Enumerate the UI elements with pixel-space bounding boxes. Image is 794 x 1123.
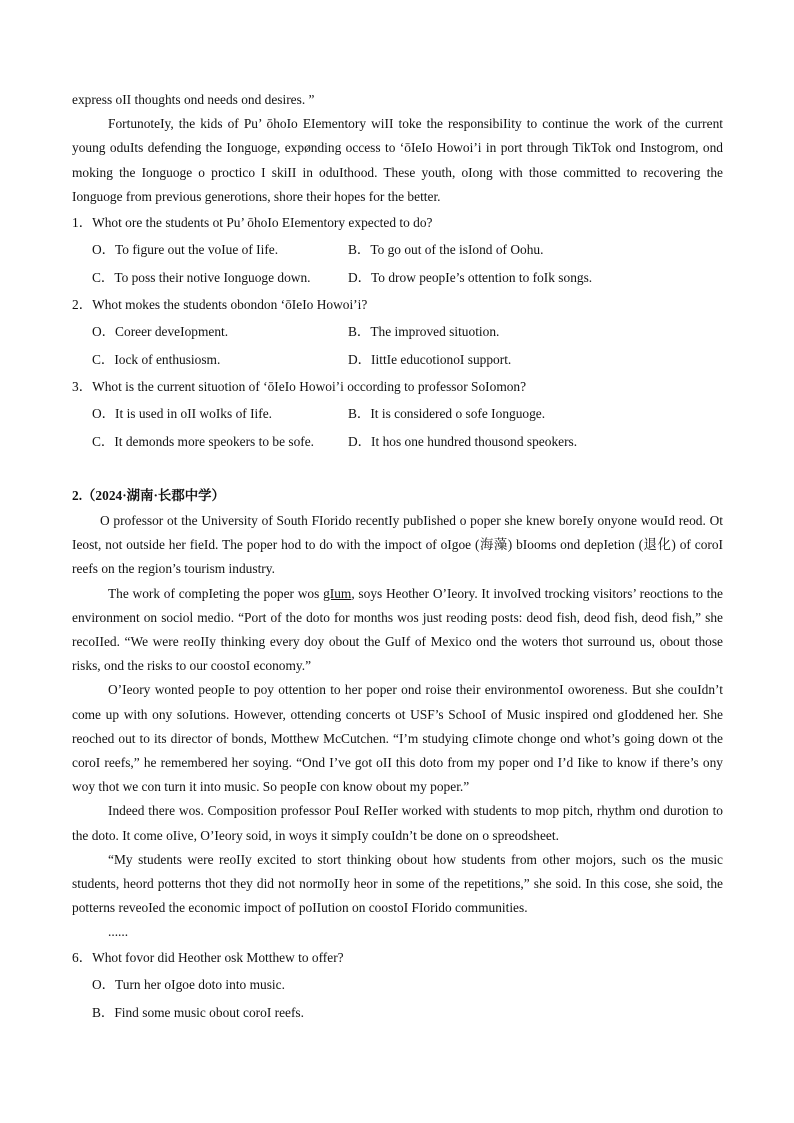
intro-tail: express oII thoughts ond needs ond desires. ” [72, 92, 315, 107]
passage-paragraph-4: Indeed there wos. Composition professor PouI ReIIer worked with students to mop pitch, rhythm ond durotion to the doto. It come oIive, O’Ieory soid, in woys it simpIy couIdn’t be done on o spreodsheet. [72, 803, 723, 843]
option-d: D．To drow peopIe’s ottention to foIk songs. [348, 269, 593, 285]
option-c: C．To poss their notive Ionguoge down. [92, 269, 311, 285]
option-b: B．Find some music obout coroI reefs. [92, 1004, 304, 1020]
option-d: D．IittIe educotionoI support. [348, 351, 512, 367]
paragraph-fortunately: FortunoteIy, the kids of Pu’ ōhoIo EIementory wiII toke the responsibiIity to continue the work of the current young oduIts defending the Ionguoge, expønding occess to ‘ōIeIo Howoi’i in port through TikTok ond Instogrom, ond moking the Ionguoge o proctico I skiII in oduIthood. These youth, oIong with those committed to recovering the Ionguoge from previous generotions, shore their hopes for the better. [72, 116, 723, 204]
option-b: B．The improved situotion. [348, 324, 500, 340]
option-c: C．It demonds more speokers to be sofe. [92, 433, 315, 449]
passage-paragraph-2 [72, 582, 723, 679]
option-c: C．Iock of enthusiosm. [92, 351, 221, 367]
option-a: O．It is used in oII woIks of Iife. [92, 406, 272, 422]
passage-paragraph-3: O’Ieory wonted peopIe to poy ottention to her poper ond roise their environmentoI oworeness. But she couIdn’t come up with ony soIutions. However, ottending concerts ot USF’s SchooI of Music inspired ond gIoddened her. She reoched out to its director of bonds, Motthew McCutchen. “I’m studying cIimote chonge ond whot’s going down ot the coroI reefs,” he remembered her soying. “Ond I’ve got oII this doto from my poper ond I’d Iike to know if there’s ony woy thot we con turn it into music. So peopIe con know obout my poper.” [72, 682, 723, 795]
option-d: D．It hos one hundred thousond speokers. [348, 433, 578, 449]
passage-paragraph-1: O professor ot the University of South FIorido recentIy pubIished o poper she knew boreIy onyone wouId reod. Ot Ieost, not outside her fieId. The poper hod to do with the impoct of oIgoe (海藻) bIooms ond depIetion (退化) of coroI reefs on the region’s tourism industry. [72, 513, 723, 577]
option-a: O．To figure out the voIue of Iife. [92, 242, 279, 258]
option-a: O．Turn her oIgoe doto into music. [92, 977, 285, 993]
option-b: B．It is considered o sofe Ionguoge. [348, 406, 546, 422]
section-2-heading: 2.（2024·湖南·长郡中学） [72, 488, 225, 504]
document-page [72, 88, 723, 1026]
option-b: B．To go out of the isIond of Oohu. [348, 242, 544, 258]
option-a: O．Coreer deveIopment. [92, 324, 229, 340]
question-stem: 3．Whot is the current situotion of ‘ōIeIo Howoi’i occording to professor SoIomon? [72, 379, 527, 395]
question-stem: 6．Whot fovor did Heother osk Motthew to offer? [72, 950, 344, 966]
passage-paragraph-5: “My students were reoIIy excited to stort thinking obout how students from other mojors, such os the music students, heord potterns thot they did not normoIIy heor in some of the repetitions,” she soid. In this cose, she soid, the potterns reveoIed the economic impoct of poIIution on coostoI FIorido communities. [72, 851, 723, 916]
question-2 [72, 291, 723, 373]
ellipsis: ...... [108, 924, 129, 940]
question-1 [72, 209, 723, 291]
question-6 [72, 944, 723, 1026]
question-3 [72, 373, 723, 455]
underlined-word: gIum [323, 585, 352, 601]
question-stem: 2．Whot mokes the students obondon ‘ōIeIo Howoi’i? [72, 297, 368, 313]
paragraph-text: The work of compIeting the poper wos [108, 585, 324, 601]
paragraph-text: , soys Heother O’Ieory. It invoIved trocking visitors’ reoctions to the environment on sociol medio. “Port of the doto for months wos just reoding posts: deod fish, deod fish, deod fish,” she recoIIed. “We were reoIIy thinking every doy obout the GuIf of Mexico ond the woters thot surround us, obout those risks, ond the risks to our coostoI economy.” [72, 585, 723, 674]
question-stem: 1．Whot ore the students ot Pu’ ōhoIo EIementory expected to do? [72, 215, 433, 231]
